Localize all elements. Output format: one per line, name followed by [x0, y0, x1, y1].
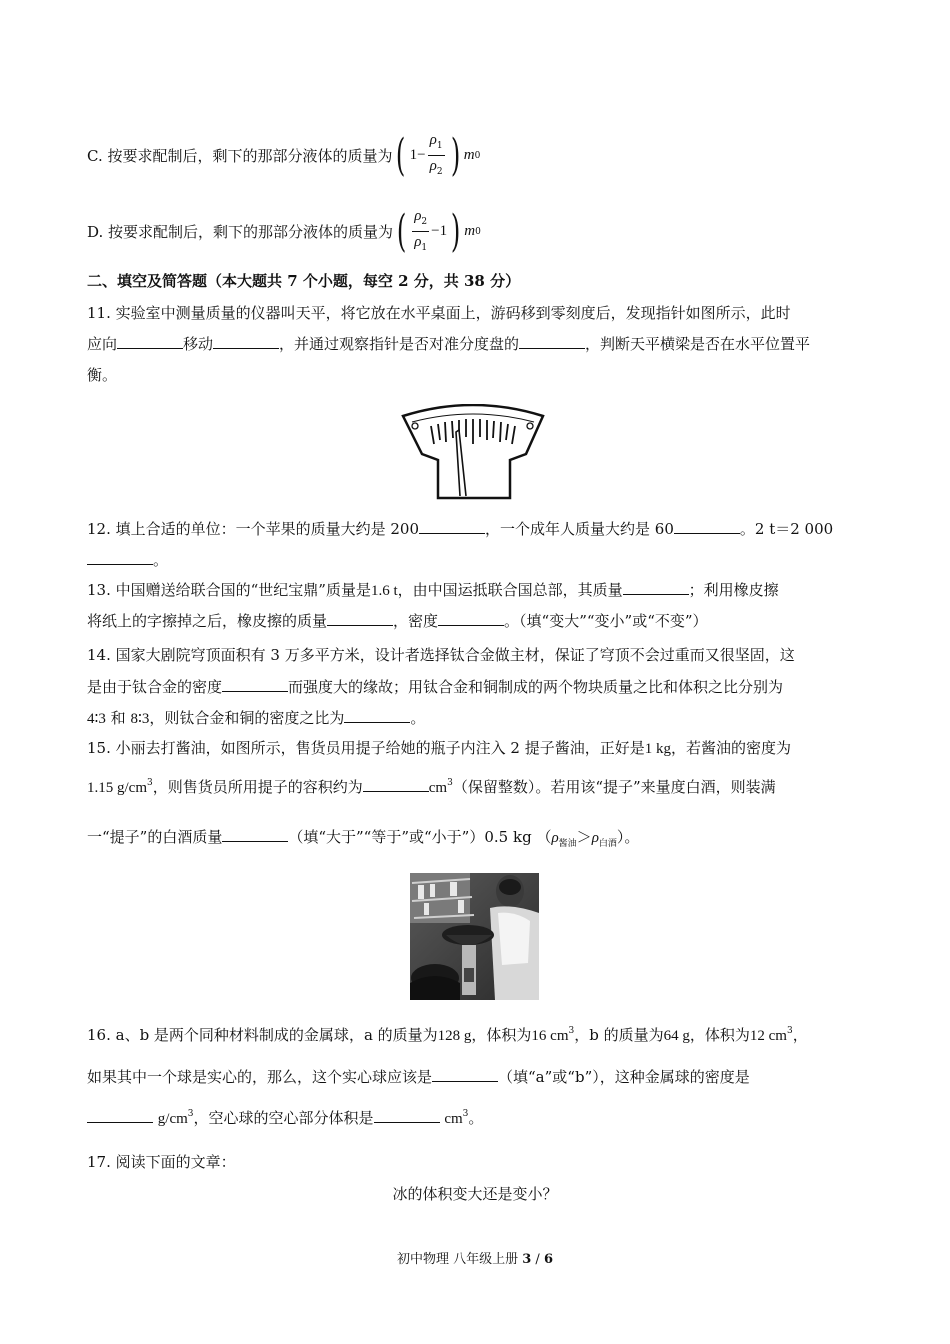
q14-line2: 是由于钛合金的密度 而强度大的缘故；用钛合金和铜制成的两个物块质量之比和体积之比分别为: [87, 678, 784, 696]
article-title: 冰的体积变大还是变小？: [392, 1185, 558, 1203]
answer-blank[interactable]: [213, 334, 279, 349]
answer-blank[interactable]: [222, 677, 288, 692]
answer-blank[interactable]: [117, 334, 183, 349]
balance-pointer-figure: [398, 404, 548, 501]
q12-line2: 。: [87, 550, 168, 570]
q17-line1: 17. 阅读下面的文章：: [87, 1153, 236, 1171]
section-heading: 二、填空及简答题（本大题共 7 个小题，每空 2 分，共 38 分）: [87, 272, 521, 290]
answer-blank[interactable]: [432, 1067, 498, 1082]
q11-line2: 应向 移动 ，并通过观察指针是否对准分度盘的 ，判断天平横梁是否在水平位置平: [87, 335, 811, 353]
answer-blank[interactable]: [419, 519, 485, 534]
q12-line1: 12. 填上合适的单位：一个苹果的质量大约是 200 ，一个成年人质量大约是 60 。2 t＝2 000: [87, 520, 834, 538]
fraction-rho2-over-rho1: $\frac{\rho_2}{\rho_1}$: [414, 208, 428, 253]
answer-blank[interactable]: [327, 611, 393, 626]
option-d-text: D. 按要求配制后，剩下的那部分液体的质量为: [87, 223, 394, 241]
option-d: D. 按要求配制后，剩下的那部分液体的质量为 ( $\frac{\rho_2}{\rho_1}$ −1 ) m 0: [87, 205, 481, 257]
q13-line1: 13. 中国赠送给联合国的“世纪宝鼎”质量是1.6 t，由中国运抵联合国总部，其质量 ；利用橡皮擦: [87, 581, 779, 599]
answer-blank[interactable]: [87, 1108, 153, 1123]
answer-blank[interactable]: [344, 708, 410, 723]
q15-line3: 一“提子”的白酒质量 （填“大于”“等于”或“小于”）0.5 kg $(\rho_{酱油}>\rho_{白酒})$。: [87, 828, 640, 849]
option-c-text: C. 按要求配制后，剩下的那部分液体的质量为: [87, 147, 393, 165]
answer-blank[interactable]: [87, 550, 153, 565]
answer-blank[interactable]: [674, 519, 740, 534]
q15-line1: 15. 小丽去打酱油，如图所示，售货员用提子给她的瓶子内注入 2 提子酱油，正好是1 kg，若酱油的密度为: [87, 739, 791, 757]
fraction-rho1-over-rho2: $\frac{\rho_1}{\rho_2}$: [429, 132, 443, 177]
q16-line3: $g/cm^3$，空心球的空心部分体积是 $cm^3$。: [87, 1108, 483, 1129]
q11-line3: 衡。: [87, 366, 118, 384]
q11-line1: 11. 实验室中测量质量的仪器叫天平，将它放在水平桌面上，游码移到零刻度后，发现指针如图所示，此时: [87, 304, 791, 322]
answer-blank[interactable]: [438, 611, 504, 626]
q13-line2: 将纸上的字擦掉之后，橡皮擦的质量 ，密度 。（填“变大”“变小”或“不变”）: [87, 612, 708, 630]
answer-blank[interactable]: [363, 777, 429, 792]
answer-blank[interactable]: [374, 1108, 440, 1123]
q16-line1: 16. a、b 是两个同种材料制成的金属球，a 的质量为128 g，体积为16 $cm^3$，b 的质量为64 g，体积为12 $cm^3$，: [87, 1026, 808, 1044]
q14-line3: 4∶3 和 8∶3，则钛合金和铜的密度之比为 。: [87, 709, 426, 727]
answer-blank[interactable]: [519, 334, 585, 349]
q16-line2: 如果其中一个球是实心的，那么，这个实心球应该是 （填“a”或“b”），这种金属球的密度是: [87, 1068, 750, 1086]
page-footer: 初中物理 八年级上册 3 / 6: [396, 1252, 553, 1267]
q15-line2: 1.15 $g/cm^3$，则售货员所用提子的容积约为 $cm^3$（保留整数）。若用该“提子”来量度白酒，则装满: [87, 778, 776, 796]
q14-line1: 14. 国家大剧院穹顶面积有 3 万多平方米，设计者选择钛合金做主材，保证了穹顶不会过重而又很坚固，这: [87, 646, 795, 664]
soy-sauce-photo: [410, 873, 539, 1000]
answer-blank[interactable]: [222, 827, 288, 842]
option-c: C. 按要求配制后，剩下的那部分液体的质量为 ( 1 − $\frac{\rho_1}{\rho_2}$ ) m 0: [87, 129, 481, 181]
answer-blank[interactable]: [623, 580, 689, 595]
